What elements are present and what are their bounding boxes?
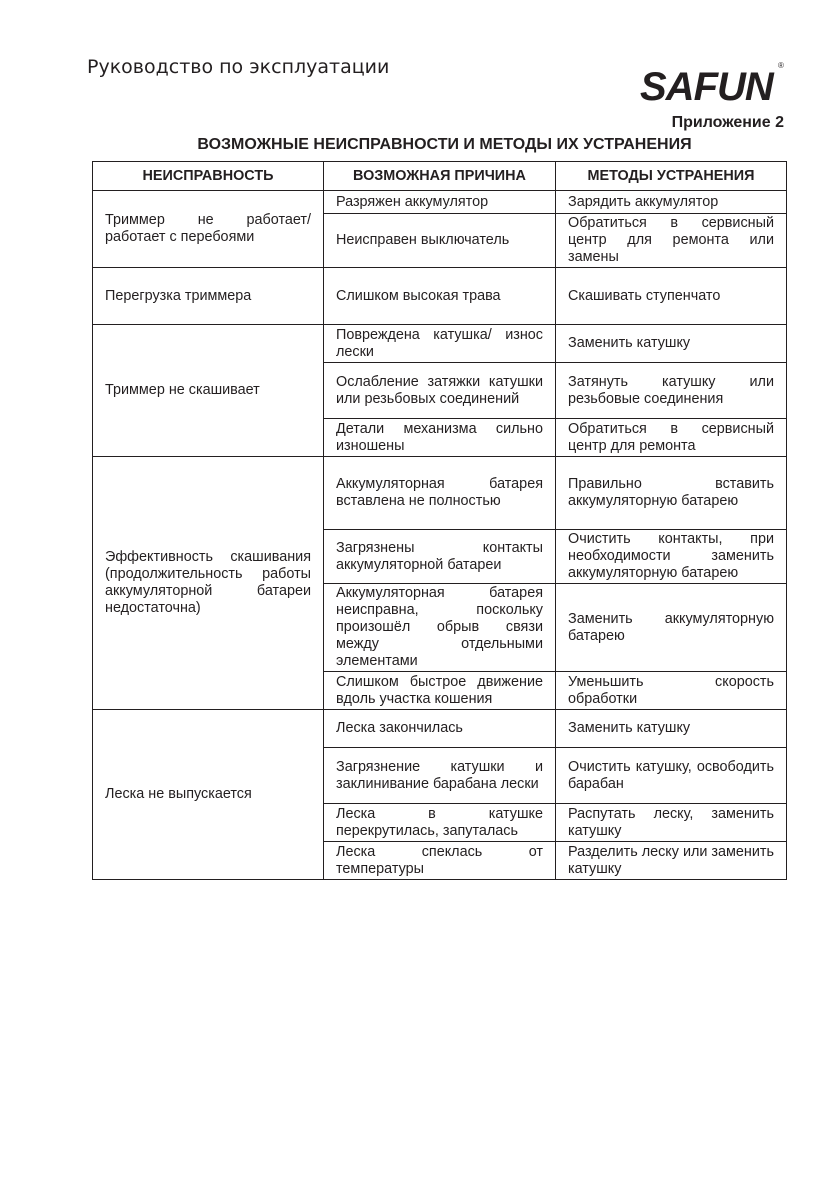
method-cell: Уменьшить скорость обработки (556, 672, 787, 710)
cause-cell: Повреждена катушка/ износ лески (324, 325, 556, 363)
method-cell: Зарядить аккумулятор (556, 191, 787, 214)
cause-cell: Аккумуляторная батарея вставлена не полностью (324, 457, 556, 530)
column-header-method: МЕТОДЫ УСТРАНЕНИЯ (556, 162, 787, 191)
cause-cell: Леска в катушке перекрутилась, запуталась (324, 804, 556, 842)
method-cell: Правильно вставить аккумуляторную батарею (556, 457, 787, 530)
header-title: Руководство по эксплуатации (87, 56, 390, 78)
fault-cell: Триммер не скашивает (93, 325, 324, 457)
appendix-label: Приложение 2 (671, 114, 784, 131)
document-title: ВОЗМОЖНЫЕ НЕИСПРАВНОСТИ И МЕТОДЫ ИХ УСТРАНЕНИЯ (197, 136, 692, 153)
table-row (93, 457, 787, 530)
fault-cell: Эффективность скашивания (продолжительность работы аккумуляторной батареи недостаточна) (93, 457, 324, 710)
method-cell: Обратиться в сервисный центр для ремонта или замены (556, 214, 787, 268)
table-header-row (93, 162, 787, 191)
method-cell: Очистить контакты, при необходимости заменить аккумуляторную батарею (556, 530, 787, 584)
cause-cell: Разряжен аккумулятор (324, 191, 556, 214)
cause-cell: Слишком быстрое движение вдоль участка кошения (324, 672, 556, 710)
method-cell: Разделить леску или заменить катушку (556, 842, 787, 880)
method-cell: Заменить аккумуляторную батарею (556, 584, 787, 672)
cause-cell: Леска закончилась (324, 710, 556, 748)
table-row (93, 191, 787, 214)
cause-cell: Леска спеклась от температуры (324, 842, 556, 880)
table-row (93, 268, 787, 325)
cause-cell: Неисправен выключатель (324, 214, 556, 268)
cause-cell: Аккумуляторная батарея неисправна, поскольку произошёл обрыв связи между отдельными элементами (324, 584, 556, 672)
method-cell: Обратиться в сервисный центр для ремонта (556, 419, 787, 457)
logo-text: SAFUN (640, 65, 773, 106)
column-header-cause: ВОЗМОЖНАЯ ПРИЧИНА (324, 162, 556, 191)
table-row (93, 325, 787, 363)
safun-logo (638, 56, 788, 106)
cause-cell: Загрязнены контакты аккумуляторной батареи (324, 530, 556, 584)
method-cell: Заменить катушку (556, 710, 787, 748)
fault-cell: Триммер не работает/ работает с перебоями (93, 191, 324, 268)
troubleshooting-table (92, 161, 787, 880)
registered-mark: ® (778, 61, 784, 70)
method-cell: Распутать леску, заменить катушку (556, 804, 787, 842)
cause-cell: Детали механизма сильно изношены (324, 419, 556, 457)
cause-cell: Слишком высокая трава (324, 268, 556, 325)
cause-cell: Загрязнение катушки и заклинивание барабана лески (324, 748, 556, 804)
method-cell: Затянуть катушку или резьбовые соединения (556, 363, 787, 419)
table-row (93, 710, 787, 748)
method-cell: Скашивать ступенчато (556, 268, 787, 325)
cause-cell: Ослабление затяжки катушки или резьбовых соединений (324, 363, 556, 419)
method-cell: Очистить катушку, освободить барабан (556, 748, 787, 804)
fault-cell: Леска не выпускается (93, 710, 324, 880)
column-header-fault: НЕИСПРАВНОСТЬ (93, 162, 324, 191)
method-cell: Заменить катушку (556, 325, 787, 363)
fault-cell: Перегрузка триммера (93, 268, 324, 325)
